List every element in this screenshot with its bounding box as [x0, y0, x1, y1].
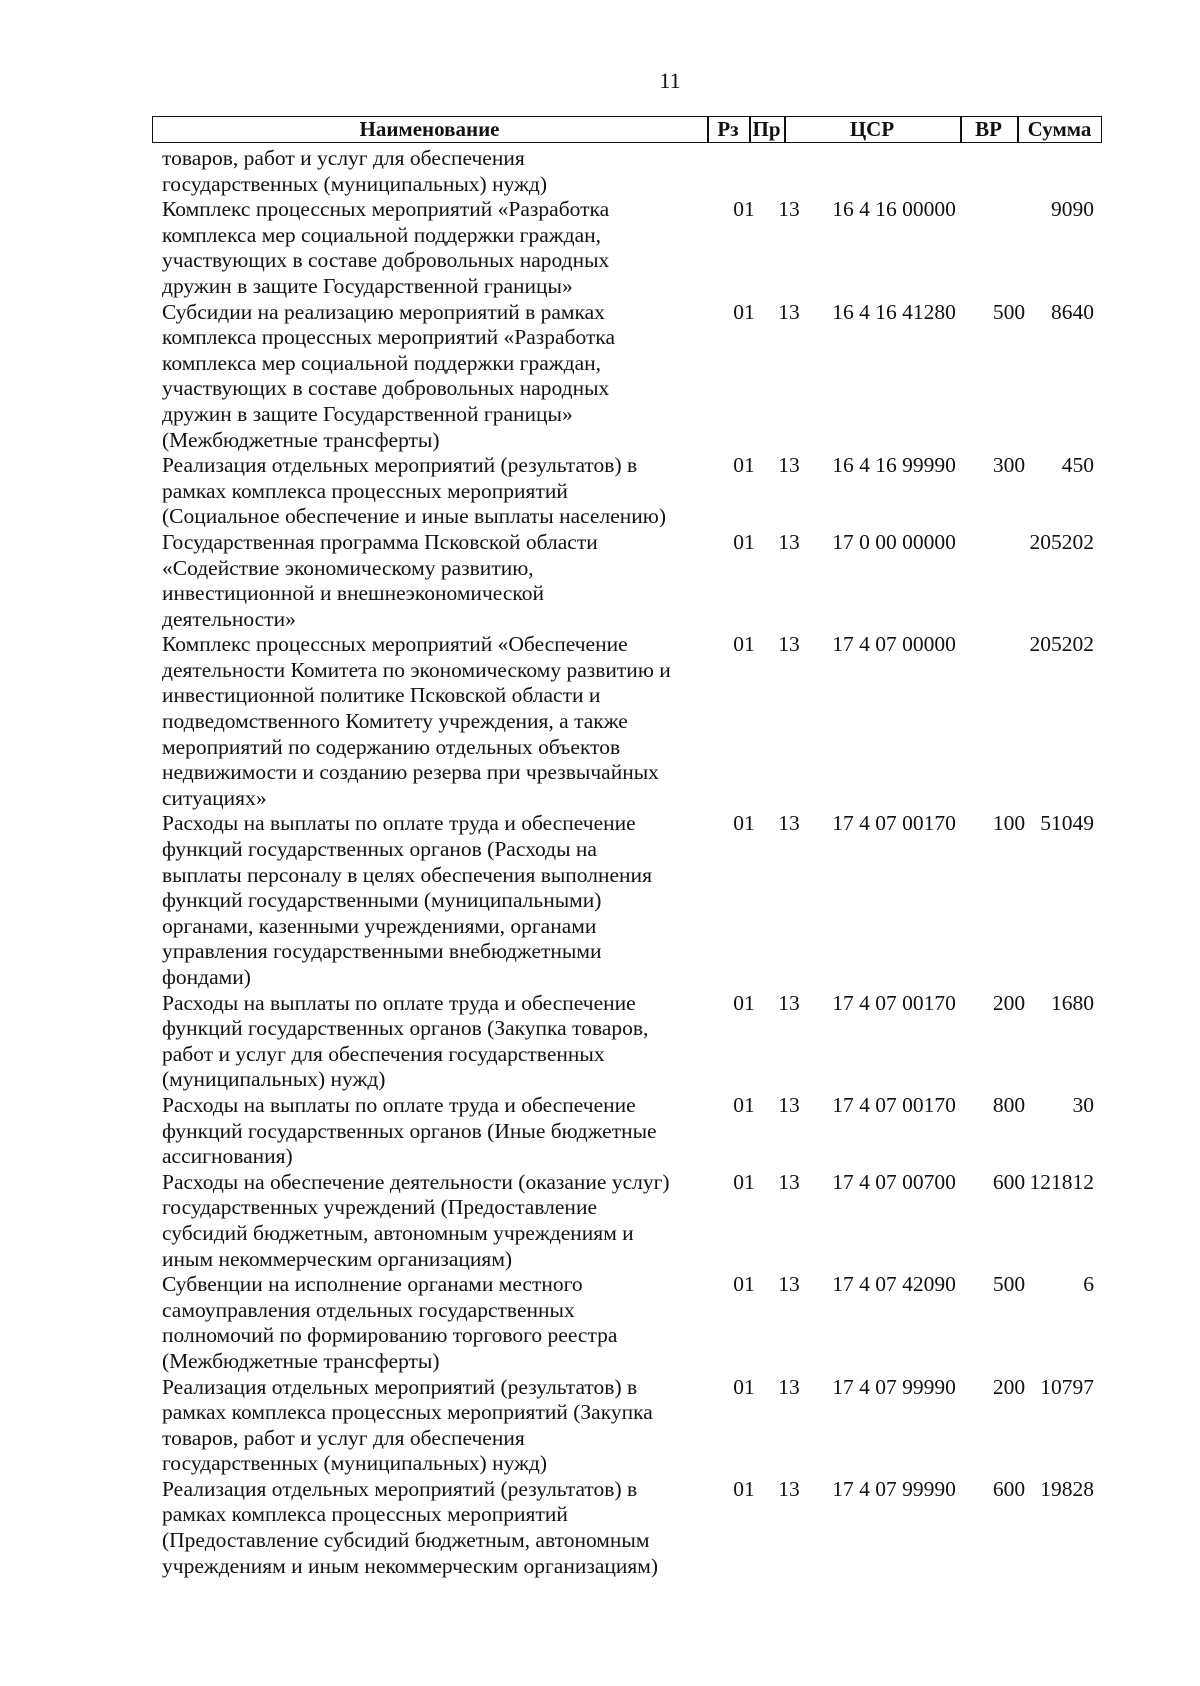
row-csr: 17 4 07 00170 — [832, 1092, 956, 1117]
row-pr: 13 — [778, 529, 800, 554]
row-csr: 17 4 07 00700 — [832, 1169, 956, 1194]
page-number: 11 — [659, 68, 681, 93]
table-row — [152, 453, 1102, 530]
row-sum: 8640 — [1051, 299, 1094, 324]
header-rz: Рз — [717, 117, 739, 141]
row-name: Расходы на выплаты по оплате труда и обеспечение функций государственных органов (Расходы на выплаты персоналу в целях обеспечения выполнения функций государственными (муниципальными) органами, казенными учреждениями, органами управления государственными внебюджетными фондами) — [162, 811, 652, 989]
row-sum: 205202 — [1029, 632, 1094, 657]
row-pr: 13 — [778, 990, 800, 1015]
row-pr: 13 — [778, 299, 800, 324]
row-sum: 6 — [1083, 1272, 1094, 1297]
row-rz: 01 — [733, 1476, 755, 1501]
row-rz: 01 — [733, 529, 755, 554]
row-pr: 13 — [778, 197, 800, 222]
row-sum: 9090 — [1051, 197, 1094, 222]
table-body — [152, 146, 1102, 1579]
row-name: Субвенции на исполнение органами местного самоуправления отдельных государственных полномочий по формированию торгового реестра (Межбюджетные трансферты) — [162, 1272, 618, 1373]
row-name: Комплекс процессных мероприятий «Обеспечение деятельности Комитета по экономическому развитию и инвестиционной политике Псковской области и подведомственного Комитету учреждения, а также мероприятий по содержанию отдельных объектов недвижимости и созданию резерва при чрезвычайных ситуациях» — [162, 632, 671, 810]
row-pr: 13 — [778, 1169, 800, 1194]
row-pr: 13 — [778, 632, 800, 657]
row-sum: 450 — [1061, 453, 1094, 478]
table-row — [152, 1272, 1102, 1374]
row-name: Расходы на выплаты по оплате труда и обеспечение функций государственных органов (Закупка товаров, работ и услуг для обеспечения государственных (муниципальных) нужд) — [162, 990, 649, 1092]
row-csr: 17 4 07 99990 — [832, 1476, 956, 1501]
table-row — [152, 300, 1102, 454]
row-rz: 01 — [733, 1092, 755, 1117]
row-sum: 19828 — [1040, 1476, 1094, 1501]
row-vr: 500 — [992, 1272, 1026, 1297]
row-csr: 17 4 07 00170 — [832, 990, 956, 1015]
row-sum: 10797 — [1040, 1374, 1094, 1399]
table-row — [152, 146, 1102, 197]
table-row — [152, 811, 1102, 990]
row-csr: 16 4 16 00000 — [832, 197, 956, 222]
table-header — [152, 116, 1102, 142]
table-row — [152, 632, 1102, 811]
row-name: товаров, работ и услуг для обеспечения государственных (муниципальных) нужд) — [162, 146, 548, 196]
row-vr: 300 — [992, 453, 1026, 478]
row-vr: 200 — [992, 1374, 1026, 1399]
row-sum: 30 — [1072, 1092, 1094, 1117]
row-name: Реализация отдельных мероприятий (результатов) в рамках комплекса процессных мероприятий (Социальное обеспечение и иные выплаты населению) — [162, 453, 666, 529]
table-row — [152, 197, 1102, 299]
row-vr: 600 — [992, 1476, 1026, 1501]
header-vr: ВР — [975, 117, 1002, 141]
row-csr: 17 4 07 99990 — [832, 1374, 956, 1399]
table-row — [152, 1375, 1102, 1477]
row-sum: 1680 — [1051, 990, 1094, 1015]
row-pr: 13 — [778, 1272, 800, 1297]
row-pr: 13 — [778, 453, 800, 478]
row-csr: 16 4 16 41280 — [832, 299, 956, 324]
table-row — [152, 1093, 1102, 1170]
row-vr: 100 — [992, 811, 1026, 836]
row-csr: 16 4 16 99990 — [832, 453, 956, 478]
header-csr: ЦСР — [849, 117, 895, 141]
row-vr: 800 — [992, 1092, 1026, 1117]
row-csr: 17 4 07 42090 — [832, 1272, 956, 1297]
budget-table — [152, 116, 1102, 1579]
row-name: Расходы на выплаты по оплате труда и обеспечение функций государственных органов (Иные бюджетные ассигнования) — [162, 1092, 657, 1169]
row-pr: 13 — [778, 1476, 800, 1501]
table-row — [152, 530, 1102, 632]
row-sum: 121812 — [1029, 1169, 1094, 1194]
row-csr: 17 0 00 00000 — [832, 529, 956, 554]
row-vr: 600 — [992, 1169, 1026, 1194]
row-name: Реализация отдельных мероприятий (результатов) в рамках комплекса процессных мероприятий (Закупка товаров, работ и услуг для обеспечения государственных (муниципальных) нужд) — [162, 1374, 653, 1476]
row-sum: 205202 — [1029, 529, 1094, 554]
table-row — [152, 991, 1102, 1093]
row-name: Расходы на обеспечение деятельности (оказание услуг) государственных учреждений (Предоставление субсидий бюджетным, автономным учреждениям и иным некоммерческим организациям) — [162, 1169, 670, 1271]
row-rz: 01 — [733, 299, 755, 324]
row-vr: 500 — [992, 299, 1026, 324]
row-vr: 200 — [992, 990, 1026, 1015]
row-pr: 13 — [778, 1374, 800, 1399]
row-name: Государственная программа Псковской области «Содействие экономическому развитию, инвестиционной и внешнеэкономической деятельности» — [162, 529, 598, 631]
row-name: Субсидии на реализацию мероприятий в рамках комплекса процессных мероприятий «Разработка комплекса мер социальной поддержки граждан, участвующих в составе добровольных народных дружин в защите Государственной границы» (Межбюджетные трансферты) — [162, 299, 616, 452]
row-name: Реализация отдельных мероприятий (результатов) в рамках комплекса процессных мероприятий (Предоставление субсидий бюджетным, автономным учреждениям и иным некоммерческим организациям) — [162, 1476, 659, 1578]
row-rz: 01 — [733, 990, 755, 1015]
table-row — [152, 1477, 1102, 1579]
header-name: Наименование — [359, 117, 500, 141]
row-rz: 01 — [733, 1169, 755, 1194]
row-rz: 01 — [733, 197, 755, 222]
row-rz: 01 — [733, 632, 755, 657]
row-pr: 13 — [778, 1092, 800, 1117]
row-rz: 01 — [733, 1272, 755, 1297]
table-row — [152, 1170, 1102, 1272]
row-rz: 01 — [733, 453, 755, 478]
header-sum: Сумма — [1027, 117, 1092, 141]
header-pr: Пр — [752, 117, 781, 141]
row-pr: 13 — [778, 811, 800, 836]
row-csr: 17 4 07 00000 — [832, 632, 956, 657]
row-rz: 01 — [733, 811, 755, 836]
row-sum: 51049 — [1040, 811, 1094, 836]
row-rz: 01 — [733, 1374, 755, 1399]
row-csr: 17 4 07 00170 — [832, 811, 956, 836]
row-name: Комплекс процессных мероприятий «Разработка комплекса мер социальной поддержки граждан, участвующих в составе добровольных народных дружин в защите Государственной границы» — [162, 197, 610, 298]
